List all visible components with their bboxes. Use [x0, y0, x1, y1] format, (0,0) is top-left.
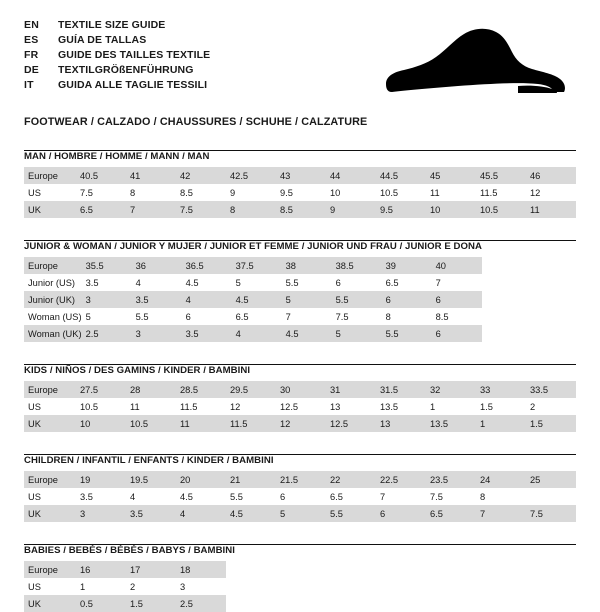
size-cell: 5 [276, 505, 326, 522]
size-group-label: JUNIOR & WOMAN / JUNIOR Y MUJER / JUNIOR ET FEMME / JUNIOR UND FRAU / JUNIOR E DONA [24, 241, 482, 252]
size-cell: 8.5 [276, 201, 326, 218]
language-code: FR [24, 48, 39, 61]
size-cell: 1 [476, 415, 526, 432]
size-cell: 25 [526, 471, 576, 488]
size-cell: 6 [276, 488, 326, 505]
size-cell: 16 [76, 561, 126, 578]
size-table [24, 561, 226, 612]
size-cell: 2 [526, 398, 576, 415]
row-header: Woman (UK) [24, 325, 82, 342]
size-cell: 45 [426, 167, 476, 184]
size-cell: 13.5 [376, 398, 426, 415]
row-header: Europe [24, 167, 76, 184]
size-cell: 3.5 [126, 505, 176, 522]
size-cell: 18 [176, 561, 226, 578]
size-cell: 17 [126, 561, 176, 578]
row-header: US [24, 398, 76, 415]
size-cell: 7.5 [426, 488, 476, 505]
table-row [24, 167, 576, 184]
size-cell: 7.5 [176, 201, 226, 218]
language-code: EN [24, 19, 39, 31]
size-cell: 35.5 [82, 257, 132, 274]
size-cell: 11.5 [176, 398, 226, 415]
size-cell: 8 [476, 488, 526, 505]
table-row [24, 505, 576, 522]
language-title: TEXTILGRÖßENFÜHRUNG [58, 63, 194, 76]
language-title: TEXTILE SIZE GUIDE [58, 19, 166, 31]
size-cell: 6 [332, 274, 382, 291]
size-cell: 13.5 [426, 415, 476, 432]
size-cell: 4 [182, 291, 232, 308]
size-cell: 4 [132, 274, 182, 291]
size-cell: 12 [226, 398, 276, 415]
size-cell: 10.5 [126, 415, 176, 432]
size-cell: 4.5 [182, 274, 232, 291]
size-cell: 7.5 [76, 184, 126, 201]
size-cell: 8 [126, 184, 176, 201]
size-cell: 31.5 [376, 381, 426, 398]
table-row [24, 488, 576, 505]
size-cell: 43 [276, 167, 326, 184]
size-cell: 19.5 [126, 471, 176, 488]
row-header: US [24, 488, 76, 505]
dress-shoe-icon [378, 24, 568, 102]
row-header: Europe [24, 381, 76, 398]
size-cell: 42.5 [226, 167, 276, 184]
table-row [24, 561, 226, 578]
size-cell: 10.5 [476, 201, 526, 218]
size-cell: 7.5 [332, 308, 382, 325]
size-cell: 40 [432, 257, 482, 274]
table-row [24, 381, 576, 398]
size-cell: 36.5 [182, 257, 232, 274]
size-cell: 21 [226, 471, 276, 488]
size-cell: 37.5 [232, 257, 282, 274]
size-cell: 24 [476, 471, 526, 488]
size-cell: 5 [282, 291, 332, 308]
size-cell: 11.5 [226, 415, 276, 432]
size-cell: 11 [126, 398, 176, 415]
table-row [24, 578, 226, 595]
size-cell: 3 [132, 325, 182, 342]
size-cell: 13 [376, 415, 426, 432]
size-cell: 1 [426, 398, 476, 415]
table-row [24, 308, 482, 325]
size-cell: 42 [176, 167, 226, 184]
size-cell: 33 [476, 381, 526, 398]
size-cell: 4.5 [176, 488, 226, 505]
size-cell: 3.5 [132, 291, 182, 308]
size-cell: 12.5 [326, 415, 376, 432]
size-cell: 8.5 [176, 184, 226, 201]
table-row [24, 398, 576, 415]
table-row [24, 471, 576, 488]
size-cell: 21.5 [276, 471, 326, 488]
size-cell: 1.5 [476, 398, 526, 415]
size-cell: 1.5 [126, 595, 176, 612]
size-cell [526, 488, 576, 505]
size-cell: 4 [232, 325, 282, 342]
row-header: Europe [24, 561, 76, 578]
row-header: UK [24, 201, 76, 218]
size-cell: 6.5 [382, 274, 432, 291]
size-cell: 5.5 [382, 325, 432, 342]
language-row [24, 18, 210, 33]
row-header: Junior (US) [24, 274, 82, 291]
size-cell: 10.5 [376, 184, 426, 201]
size-cell: 12 [526, 184, 576, 201]
size-table [24, 381, 576, 432]
size-cell: 12.5 [276, 398, 326, 415]
size-cell: 2.5 [82, 325, 132, 342]
size-cell: 30 [276, 381, 326, 398]
size-cell: 8 [226, 201, 276, 218]
size-cell: 8 [382, 308, 432, 325]
size-cell: 8.5 [432, 308, 482, 325]
language-title: GUÍA DE TALLAS [58, 33, 147, 46]
size-cell: 13 [326, 398, 376, 415]
size-cell: 4.5 [232, 291, 282, 308]
size-cell: 6 [432, 291, 482, 308]
size-cell: 10 [76, 415, 126, 432]
size-cell: 5.5 [282, 274, 332, 291]
size-table [24, 257, 482, 342]
size-cell: 10.5 [76, 398, 126, 415]
size-cell: 5 [332, 325, 382, 342]
language-row [24, 78, 210, 93]
size-cell: 7 [376, 488, 426, 505]
row-header: Woman (US) [24, 308, 82, 325]
size-group-label: BABIES / BEBÉS / BÉBÉS / BABYS / BAMBINI [24, 545, 235, 556]
row-header: UK [24, 505, 76, 522]
size-cell: 31 [326, 381, 376, 398]
size-cell: 9.5 [376, 201, 426, 218]
size-cell: 27.5 [76, 381, 126, 398]
size-cell: 2.5 [176, 595, 226, 612]
size-cell: 29.5 [226, 381, 276, 398]
size-cell: 6 [432, 325, 482, 342]
size-cell: 3.5 [76, 488, 126, 505]
table-row [24, 274, 482, 291]
row-header: Europe [24, 471, 76, 488]
size-cell: 23.5 [426, 471, 476, 488]
size-cell: 33.5 [526, 381, 576, 398]
size-cell: 11 [526, 201, 576, 218]
size-cell: 22.5 [376, 471, 426, 488]
row-header: US [24, 578, 76, 595]
size-cell: 11 [176, 415, 226, 432]
size-cell: 6.5 [76, 201, 126, 218]
size-cell: 5 [82, 308, 132, 325]
row-header: Europe [24, 257, 82, 274]
language-code: ES [24, 33, 39, 46]
size-cell: 22 [326, 471, 376, 488]
table-row [24, 257, 482, 274]
size-group [24, 150, 576, 218]
size-cell: 7 [126, 201, 176, 218]
size-cell: 9 [226, 184, 276, 201]
language-code: IT [24, 78, 34, 91]
size-cell: 7 [282, 308, 332, 325]
size-cell: 20 [176, 471, 226, 488]
size-cell: 10 [326, 184, 376, 201]
size-cell: 11 [426, 184, 476, 201]
size-cell: 1 [76, 578, 126, 595]
language-row [24, 33, 210, 48]
size-cell: 3 [82, 291, 132, 308]
size-cell: 5.5 [332, 291, 382, 308]
size-cell: 9.5 [276, 184, 326, 201]
size-cell: 4.5 [282, 325, 332, 342]
document-header [24, 18, 576, 102]
size-cell: 1.5 [526, 415, 576, 432]
row-header: US [24, 184, 76, 201]
size-cell: 7 [432, 274, 482, 291]
size-cell: 4 [176, 505, 226, 522]
size-tables [24, 150, 576, 612]
page-title: FOOTWEAR / CALZADO / CHAUSSURES / SCHUHE / CALZATURE [24, 116, 368, 128]
size-cell: 12 [276, 415, 326, 432]
size-group [24, 544, 576, 612]
size-cell: 11.5 [476, 184, 526, 201]
size-cell: 6.5 [426, 505, 476, 522]
size-cell: 28.5 [176, 381, 226, 398]
size-table [24, 167, 576, 218]
size-group [24, 364, 576, 432]
table-row [24, 595, 226, 612]
row-header: UK [24, 415, 76, 432]
row-header: UK [24, 595, 76, 612]
size-cell: 38.5 [332, 257, 382, 274]
language-row [24, 63, 210, 78]
size-cell: 2 [126, 578, 176, 595]
language-title-list [24, 18, 210, 93]
size-cell: 46 [526, 167, 576, 184]
language-title: GUIDE DES TAILLES TEXTILE [58, 48, 211, 61]
table-row [24, 325, 482, 342]
table-row [24, 201, 576, 218]
size-group [24, 240, 576, 342]
size-cell: 10 [426, 201, 476, 218]
size-group-label: CHILDREN / INFANTIL / ENFANTS / KINDER / BAMBINI [24, 455, 274, 466]
size-cell: 28 [126, 381, 176, 398]
size-cell: 3 [176, 578, 226, 595]
size-group-label: MAN / HOMBRE / HOMME / MANN / MAN [24, 151, 210, 162]
size-cell: 6 [382, 291, 432, 308]
size-cell: 32 [426, 381, 476, 398]
size-cell: 44.5 [376, 167, 426, 184]
size-cell: 4 [126, 488, 176, 505]
size-cell: 5.5 [226, 488, 276, 505]
size-cell: 9 [326, 201, 376, 218]
size-cell: 6.5 [326, 488, 376, 505]
size-cell: 3.5 [82, 274, 132, 291]
language-row [24, 48, 210, 63]
size-cell: 7.5 [526, 505, 576, 522]
table-row [24, 291, 482, 308]
table-row [24, 415, 576, 432]
size-cell: 41 [126, 167, 176, 184]
size-cell: 40.5 [76, 167, 126, 184]
size-cell: 7 [476, 505, 526, 522]
size-cell: 5.5 [132, 308, 182, 325]
size-cell: 44 [326, 167, 376, 184]
size-cell: 45.5 [476, 167, 526, 184]
size-cell: 38 [282, 257, 332, 274]
size-cell: 3 [76, 505, 126, 522]
size-cell: 6 [182, 308, 232, 325]
size-cell: 6.5 [232, 308, 282, 325]
language-title: GUIDA ALLE TAGLIE TESSILI [58, 78, 208, 91]
row-header: Junior (UK) [24, 291, 82, 308]
size-cell: 36 [132, 257, 182, 274]
language-code: DE [24, 63, 39, 76]
size-cell: 19 [76, 471, 126, 488]
size-cell: 5.5 [326, 505, 376, 522]
size-cell: 3.5 [182, 325, 232, 342]
size-cell: 4.5 [226, 505, 276, 522]
size-cell: 39 [382, 257, 432, 274]
size-group [24, 454, 576, 522]
size-cell: 5 [232, 274, 282, 291]
size-cell: 6 [376, 505, 426, 522]
size-table [24, 471, 576, 522]
size-group-label: KIDS / NIÑOS / DES GAMINS / KINDER / BAMBINI [24, 365, 251, 376]
table-row [24, 184, 576, 201]
size-cell: 0.5 [76, 595, 126, 612]
